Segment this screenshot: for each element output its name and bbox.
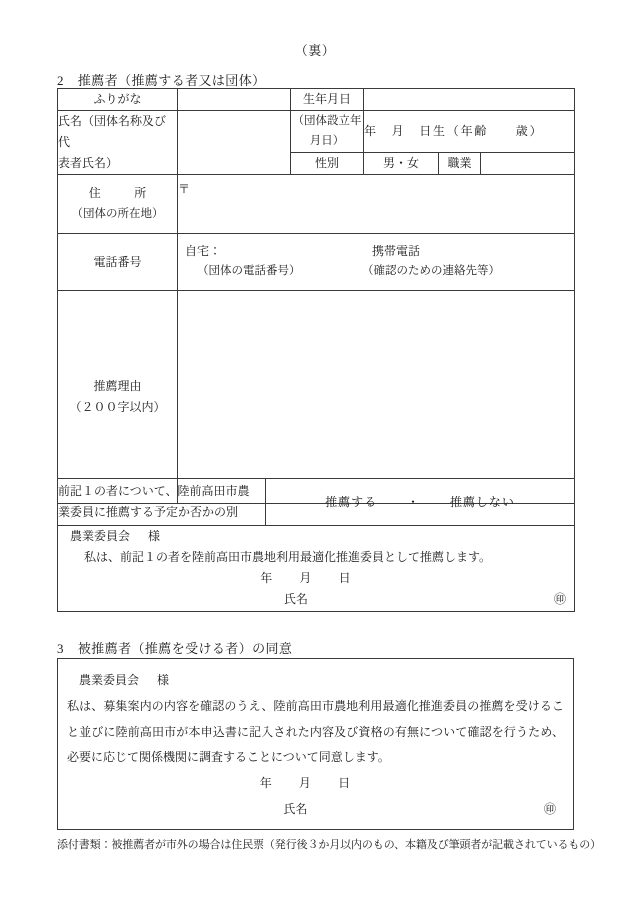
consent-date-month: 月 — [298, 776, 313, 791]
tel-mobile-sub-label: （確認のための連絡先等） — [362, 265, 500, 277]
furigana-label-cell — [58, 89, 178, 111]
pledge-signature-line[interactable] — [58, 589, 574, 611]
dob-sub-label: （団体設立年月日） — [292, 115, 362, 148]
consent-addressee-honorific: 様 — [157, 673, 170, 687]
address-label-cell — [58, 175, 178, 234]
consent-addressee-line — [67, 668, 564, 694]
section-2-heading — [57, 70, 266, 89]
gender-value: 男・女 — [382, 155, 419, 170]
reason-input-cell[interactable] — [178, 291, 575, 504]
table-row-telephone — [58, 234, 575, 291]
pledge-date-day: 日 — [338, 571, 352, 585]
choice-separator: ・ — [407, 494, 420, 509]
dob-label: 生年月日 — [302, 92, 351, 106]
dob-value-cell[interactable] — [364, 111, 575, 153]
table-row-furigana — [58, 89, 575, 111]
dob-value: 年 月 日生（年齢 歳） — [364, 123, 544, 138]
consent-seal-icon: ㊞ — [543, 801, 556, 816]
consent-name-label: 氏名 — [283, 801, 308, 816]
section-3-heading — [57, 638, 292, 657]
name-label-line2: 表者氏名） — [58, 156, 119, 170]
name-label-line1: 氏名（団体名称及び代 — [58, 114, 167, 149]
furigana-label: ふりがな — [93, 92, 142, 106]
table-row-reason — [58, 291, 575, 504]
pledge-date-month: 月 — [299, 571, 313, 585]
table-row-pledge — [58, 526, 575, 612]
recommend-question-cell — [58, 479, 266, 526]
gender-label: 性別 — [314, 155, 339, 170]
reason-label-line2: （２００字以内） — [69, 400, 166, 414]
page-marker: （裏） — [294, 43, 336, 58]
section-3-number: 3 — [57, 641, 64, 656]
address-input-cell[interactable] — [178, 175, 575, 234]
pledge-addressee-line — [58, 526, 574, 547]
table-row-address — [58, 175, 575, 234]
pledge-date-year: 年 — [260, 571, 274, 585]
dob-label-cell — [291, 89, 364, 111]
section-2-number: 2 — [57, 73, 64, 88]
address-sub-label: （団体の所在地） — [71, 208, 164, 221]
pledge-date-line[interactable] — [58, 568, 574, 589]
recommend-decision-table — [57, 478, 575, 612]
recommender-form-table — [57, 88, 575, 504]
seal-icon: ㊞ — [553, 592, 566, 606]
tel-home-label: 自宅： — [185, 244, 222, 258]
consent-addressee: 農業委員会 — [79, 673, 140, 687]
consent-date-line[interactable] — [67, 771, 564, 797]
consent-date-year: 年 — [259, 776, 273, 791]
reason-label-cell — [58, 291, 178, 504]
name-input-cell[interactable] — [178, 111, 291, 175]
consent-date-day: 日 — [338, 776, 352, 791]
recommend-question-line2: 業委員に推薦する予定か否かの別 — [58, 505, 239, 519]
reason-label-line1: 推薦理由 — [93, 379, 142, 393]
occupation-label: 職業 — [447, 155, 472, 170]
attachment-note: 添付書類：被推薦者が市外の場合は住民票（発行後３か月以内のもの、本籍及び筆頭者が記載されているもの） — [57, 839, 602, 851]
postal-mark-icon: 〒 — [178, 182, 191, 196]
pledge-cell — [58, 526, 575, 612]
address-label: 住 所 — [88, 186, 158, 201]
recommend-no-option[interactable]: 推薦しない — [450, 494, 515, 509]
dob-top-blank-cell — [364, 89, 575, 111]
gender-label-cell — [291, 152, 364, 174]
section-3-title: 被推薦者（推薦を受ける者）の同意 — [77, 641, 293, 656]
name-label-cell — [58, 111, 178, 175]
consent-body-text: 私は、募集案内の内容を確認のうえ、陸前高田市農地利用最適化推進委員の推薦を受けること並びに陸前高田市が本申込書に記入された内容及び資格の有無について確認を行うため、必要に応じて関係機関に調査することについて同意します。 — [67, 698, 564, 765]
recommend-question-line1: 前記１の者について、陸前高田市農 — [58, 484, 250, 498]
gender-value-cell[interactable] — [364, 152, 439, 174]
tel-mobile-label: 携帯電話 — [372, 244, 421, 258]
tel-label: 電話番号 — [93, 254, 142, 269]
section-2-title: 推薦者（推薦する者又は団体） — [77, 73, 266, 88]
pledge-addressee-honorific: 様 — [148, 529, 161, 543]
dob-sub-label-cell — [291, 111, 364, 153]
table-row-name-dob — [58, 111, 575, 153]
pledge-addressee: 農業委員会 — [70, 529, 131, 543]
consent-signature-line[interactable] — [67, 797, 564, 819]
recommend-yes-option[interactable]: 推薦する — [325, 494, 378, 509]
recommend-choice-cell[interactable] — [266, 479, 575, 526]
tel-label-cell — [58, 234, 178, 291]
furigana-input-cell[interactable] — [178, 89, 291, 111]
occupation-label-cell — [439, 152, 481, 174]
pledge-name-label: 氏名 — [283, 592, 309, 606]
occupation-input-cell[interactable] — [481, 152, 575, 174]
tel-home-sub-label: （団体の電話番号） — [197, 265, 301, 277]
tel-input-cell[interactable] — [178, 234, 575, 291]
consent-box — [57, 658, 574, 830]
table-row-recommend-decision — [58, 479, 575, 526]
pledge-body-text: 私は、前記１の者を陸前高田市農地利用最適化推進委員として推薦します。 — [84, 550, 492, 564]
